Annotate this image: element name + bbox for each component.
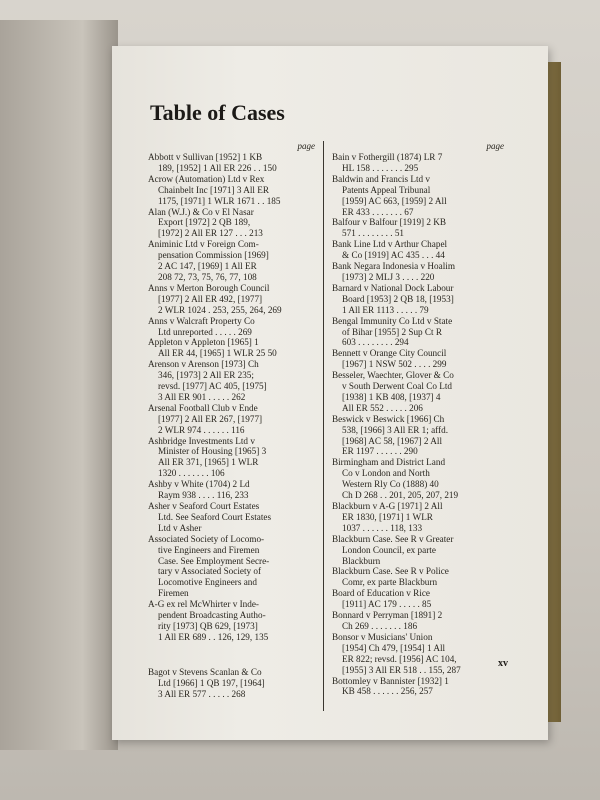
case-entry: [332, 610, 512, 632]
case-entry-line: Bagot v Stevens Scanlan & Co: [148, 666, 262, 677]
case-entry-line: 189, [1952] 1 All ER 226 . . 150: [158, 162, 277, 173]
page-title: Table of Cases: [150, 100, 285, 125]
case-entry-line: Ltd unreported . . . . . 269: [158, 326, 252, 337]
case-entry: [148, 436, 323, 480]
case-entry-line: [1972] 2 All ER 127 . . . 213: [158, 228, 263, 239]
case-entry-line: 3 All ER 577 . . . . . 268: [158, 688, 246, 699]
case-entry-line: v South Derwent Coal Co Ltd: [342, 381, 452, 392]
case-entry: [148, 152, 323, 174]
case-entry-line: 1037 . . . . . . 118, 133: [342, 522, 423, 533]
book-page: [112, 46, 548, 740]
case-entry-line: Ch D 268 . . 201, 205, 207, 219: [342, 490, 459, 501]
case-entry-line: [1977] 2 All ER 267, [1977]: [158, 413, 263, 424]
case-entry-line: ER 433 . . . . . . . 67: [342, 206, 414, 217]
case-entry: [148, 501, 323, 534]
case-entry-line: Bank Negara Indonesia v Hoalim: [332, 261, 455, 272]
case-entry-line: ER 1197 . . . . . . 290: [342, 446, 418, 457]
case-entry: [148, 479, 323, 501]
case-entry-line: Alan (W.J.) & Co v El Nasar: [148, 206, 254, 217]
case-entry-line: Ltd. See Seaford Court Estates: [158, 511, 272, 522]
case-entry-line: All ER 44, [1965] 1 WLR 25 50: [158, 348, 277, 359]
case-entry-line: [1959] AC 663, [1959] 2 All: [342, 195, 447, 206]
case-entry-line: Western Rly Co (1888) 40: [342, 479, 439, 490]
case-entry-line: Associated Society of Locomo-: [148, 533, 265, 544]
page-column-label: page: [297, 141, 315, 151]
case-entry: [148, 239, 323, 283]
case-entry-line: 346, [1973] 2 All ER 235;: [158, 370, 254, 381]
right-entries: [332, 152, 512, 697]
case-entry-line: [1938] 1 KB 408, [1937] 4: [342, 391, 441, 402]
case-entry-line: Bottomley v Bannister [1932] 1: [332, 675, 449, 686]
case-entry-line: tary v Associated Society of: [158, 566, 262, 577]
case-entry: [332, 370, 512, 414]
case-entry-line: revsd. [1977] AC 405, [1975]: [158, 381, 267, 392]
left-column: [148, 141, 323, 700]
case-entry-line: Ltd [1966] 1 QB 197, [1964]: [158, 677, 265, 688]
case-entry-line: Acrow (Automation) Ltd v Rex: [148, 173, 265, 184]
case-entry-line: [1954] Ch 479, [1954] 1 All: [342, 642, 446, 653]
case-entry-line: Firemen: [158, 588, 189, 599]
case-entry: [332, 457, 512, 501]
case-entry: [332, 174, 512, 218]
case-entry-line: Raym 938 . . . . 116, 233: [158, 490, 249, 501]
left-entries: [148, 152, 323, 700]
case-entry: [148, 337, 323, 359]
case-entry: [332, 348, 512, 370]
case-entry-line: Comr, ex parte Blackburn: [342, 577, 438, 588]
case-entry-line: Minister of Housing [1965] 3: [158, 446, 267, 457]
case-entry-line: Balfour v Balfour [1919] 2 KB: [332, 217, 447, 228]
case-entry: [148, 316, 323, 338]
case-entry-line: Appleton v Appleton [1965] 1: [148, 337, 259, 348]
case-entry-line: Bengal Immunity Co Ltd v State: [332, 315, 453, 326]
column-divider: [323, 141, 324, 711]
case-entry: [332, 566, 512, 588]
case-entry: [148, 403, 323, 436]
case-entry-line: Ashbridge Investments Ltd v: [148, 435, 255, 446]
case-entry-line: Locomotive Engineers and: [158, 577, 257, 588]
case-entry: [332, 217, 512, 239]
case-entry: [332, 261, 512, 283]
case-entry-line: [1977] 2 All ER 492, [1977]: [158, 293, 263, 304]
case-entry-line: of Bihar [1955] 2 Sup Ct R: [342, 326, 443, 337]
case-entry-line: Arenson v Arenson [1973] Ch: [148, 359, 259, 370]
case-entry-line: ER 822; revsd. [1956] AC 104,: [342, 653, 457, 664]
case-entry-line: Co v London and North: [342, 468, 430, 479]
case-entry-line: All ER 371, [1965] 1 WLR: [158, 457, 259, 468]
case-entry-line: Barnard v National Dock Labour: [332, 282, 454, 293]
case-entry-line: Abbott v Sullivan [1952] 1 KB: [148, 152, 263, 162]
case-entry-line: 1 All ER 689 . . 126, 129, 135: [158, 631, 269, 642]
case-entry-line: Birmingham and District Land: [332, 457, 446, 468]
case-entry-line: Besseler, Waechter, Glover & Co: [332, 370, 454, 381]
case-entry-line: & Co [1919] AC 435 . . . 44: [342, 250, 445, 261]
case-entry-line: Blackburn Case. See R v Police: [332, 566, 449, 577]
case-entry-line: 603 . . . . . . . . 294: [342, 337, 409, 348]
case-entry-line: Anns v Merton Borough Council: [148, 282, 270, 293]
case-entry-line: Animinic Ltd v Foreign Com-: [148, 239, 259, 250]
case-entry-line: A-G ex rel McWhirter v Inde-: [148, 599, 259, 610]
case-entry-line: Ch 269 . . . . . . . 186: [342, 620, 418, 631]
case-entry: [332, 588, 512, 610]
case-entry: [332, 632, 512, 676]
case-entry-line: Bonnard v Perryman [1891] 2: [332, 610, 443, 621]
case-entry-line: ER 1830, [1971] 1 WLR: [342, 511, 433, 522]
case-entry-line: Blackburn: [342, 555, 381, 566]
case-entry: [332, 414, 512, 458]
case-entry-line: pendent Broadcasting Autho-: [158, 610, 266, 621]
case-entry-line: 3 All ER 901 . . . . . 262: [158, 391, 246, 402]
case-entry-line: Board [1953] 2 QB 18, [1953]: [342, 293, 454, 304]
case-entry-line: Bonsor v Musicians' Union: [332, 631, 433, 642]
case-entry-line: Beswick v Beswick [1966] Ch: [332, 413, 445, 424]
case-entry: [148, 359, 323, 403]
case-entry-line: Ashby v White (1704) 2 Ld: [148, 479, 250, 490]
case-entry: [148, 599, 323, 643]
case-entry-line: 571 . . . . . . . . 51: [342, 228, 405, 239]
case-entry: [332, 152, 512, 174]
case-entry-line: Asher v Seaford Court Estates: [148, 501, 260, 511]
case-entry-line: Ltd v Asher: [158, 522, 202, 533]
case-entry-line: Bain v Fothergill (1874) LR 7: [332, 152, 443, 162]
case-entry-line: [1973] 2 MLJ 3 . . . . 220: [342, 271, 435, 282]
case-entry-line: 2 WLR 1024 . 253, 255, 264, 269: [158, 304, 282, 315]
case-entry-line: Blackburn Case. See R v Greater: [332, 533, 454, 544]
case-entry: [148, 207, 323, 240]
case-entry-line: [1967] 1 NSW 502 . . . . 299: [342, 359, 447, 370]
left-facing-page: [0, 20, 118, 750]
case-entry-line: Bennett v Orange City Council: [332, 348, 447, 359]
case-entry: [332, 316, 512, 349]
case-entry-line: tive Engineers and Firemen: [158, 544, 260, 555]
case-entry-line: 208 72, 73, 75, 76, 77, 108: [158, 271, 257, 282]
case-entry-line: Patents Appeal Tribunal: [342, 184, 431, 195]
case-entry-line: [1911] AC 179 . . . . . 85: [342, 599, 432, 610]
right-column: [332, 141, 512, 697]
case-entry: [332, 501, 512, 534]
case-entry-line: HL 158 . . . . . . . 295: [342, 162, 419, 173]
case-entry-line: Case. See Employment Secre-: [158, 555, 270, 566]
case-entry-line: Blackburn v A-G [1971] 2 All: [332, 501, 443, 511]
case-entry-line: 2 WLR 974 . . . . . . 116: [158, 424, 245, 435]
case-entry-line: Bank Line Ltd v Arthur Chapel: [332, 239, 448, 250]
case-entry-line: All ER 552 . . . . . 206: [342, 402, 423, 413]
case-entry-line: [1968] AC 58, [1967] 2 All: [342, 435, 443, 446]
case-entry-line: 2 AC 147, [1969] 1 All ER: [158, 261, 257, 272]
case-entry: [332, 239, 512, 261]
page-column-label: page: [486, 141, 504, 151]
case-entry-line: 1175, [1971] 1 WLR 1671 . . 185: [158, 195, 281, 206]
case-entry: [332, 283, 512, 316]
case-entry: [148, 534, 323, 599]
case-entry: [148, 283, 323, 316]
case-entry-line: Chainbelt Inc [1971] 3 All ER: [158, 184, 269, 195]
case-entry: [332, 676, 512, 698]
case-entry-line: 1 All ER 1113 . . . . . 79: [342, 304, 429, 315]
case-entry-line: pensation Commission [1969]: [158, 250, 269, 261]
case-entry-line: KB 458 . . . . . . 256, 257: [342, 686, 433, 697]
case-entry: [148, 174, 323, 207]
case-entry-line: Board of Education v Rice: [332, 588, 430, 599]
case-entry: [332, 534, 512, 567]
case-entry-line: Anns v Walcraft Property Co: [148, 315, 255, 326]
case-entry-line: Arsenal Football Club v Ende: [148, 402, 258, 413]
case-entry: [148, 667, 323, 700]
case-entry-line: rity [1973] QB 629, [1973]: [158, 620, 258, 631]
entry-gap: [148, 643, 323, 667]
page-number: xv: [498, 658, 508, 669]
case-entry-line: [1955] 3 All ER 518 . . 155, 287: [342, 664, 461, 675]
case-entry-line: 538, [1966] 3 All ER 1; affd.: [342, 424, 448, 435]
case-entry-line: London Council, ex parte: [342, 544, 436, 555]
case-entry-line: 1320 . . . . . . . 106: [158, 468, 225, 479]
case-entry-line: Export [1972] 2 QB 189,: [158, 217, 251, 228]
case-entry-line: Baldwin and Francis Ltd v: [332, 173, 430, 184]
